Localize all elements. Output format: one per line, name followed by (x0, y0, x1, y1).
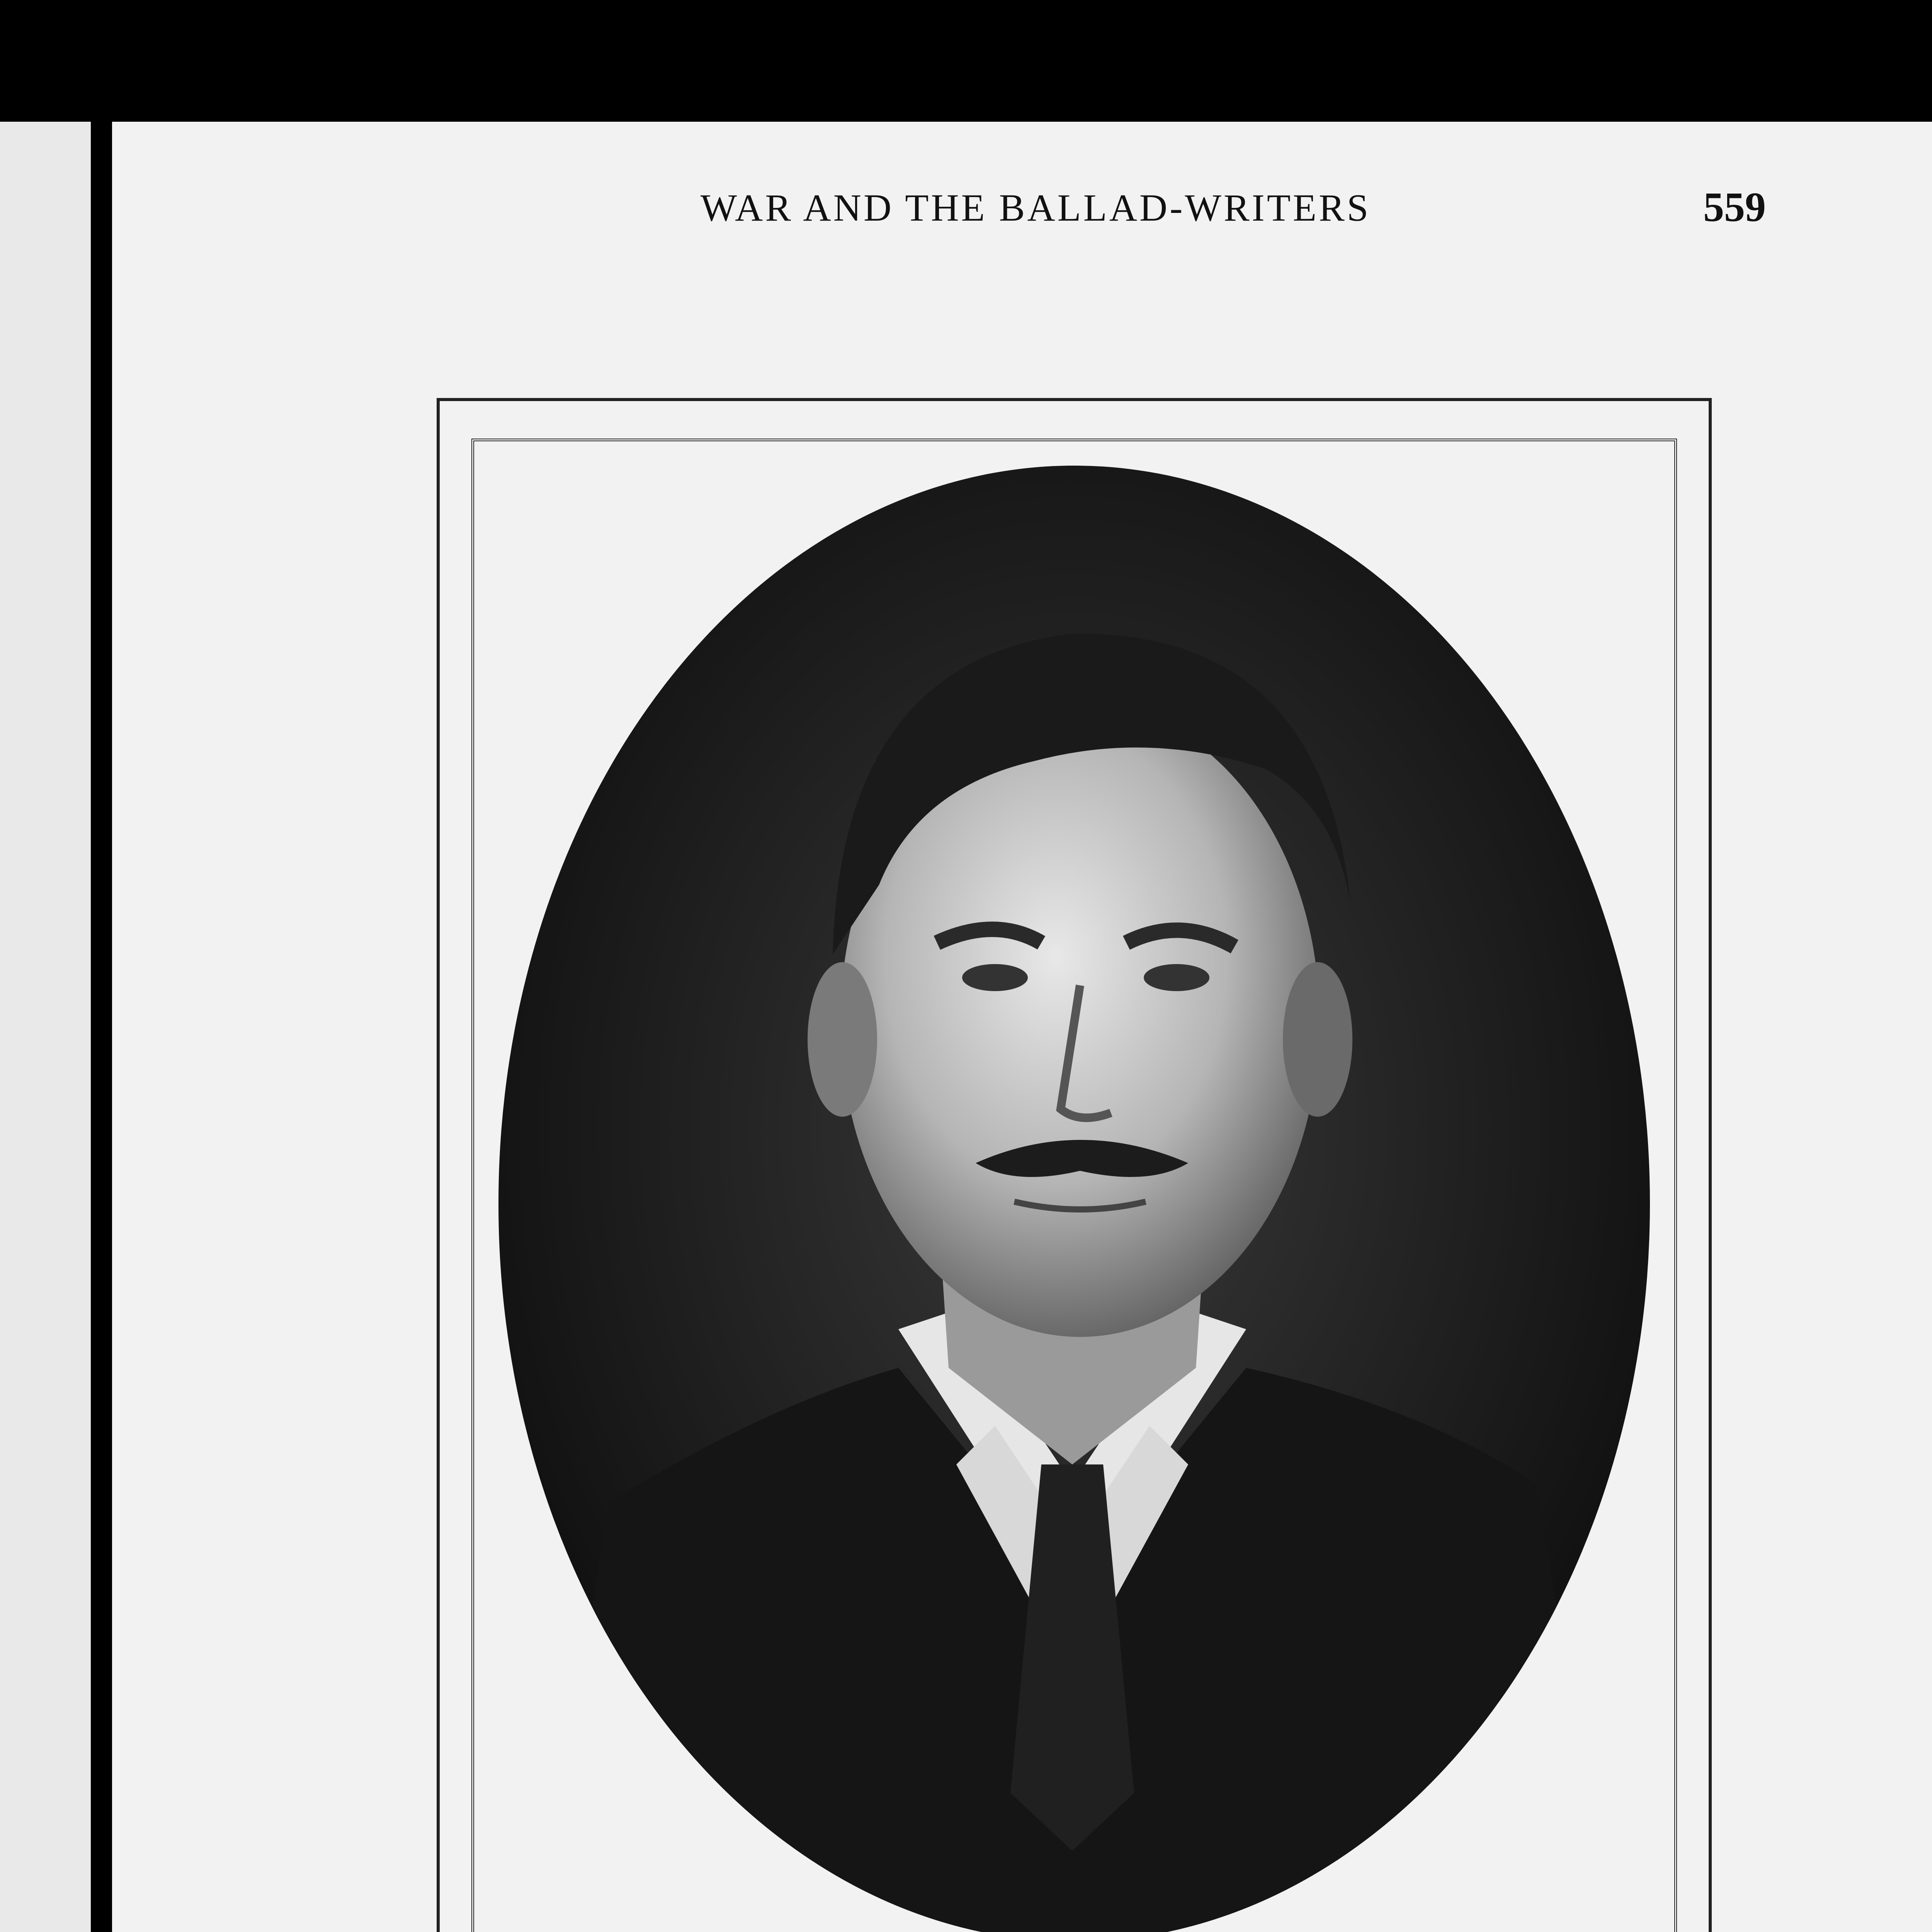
running-head: WAR AND THE BALLAD-WRITERS (700, 186, 1371, 229)
page-number: 559 (1703, 184, 1766, 230)
facing-page-edge (0, 122, 91, 1932)
portrait-photo (493, 460, 1656, 1932)
